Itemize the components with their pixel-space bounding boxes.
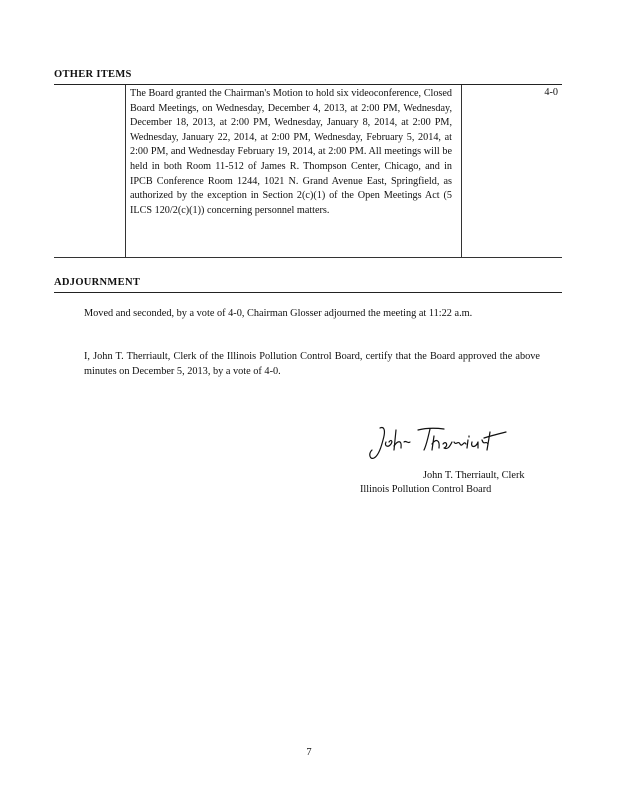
adjournment-paragraph: Moved and seconded, by a vote of 4-0, Chairman Glosser adjourned the meeting at 11:22 a.m. bbox=[84, 308, 473, 319]
section-heading-adjournment: ADJOURNMENT bbox=[54, 277, 141, 288]
section-rule bbox=[54, 84, 562, 85]
table-divider-left bbox=[125, 85, 126, 257]
section-heading-other-items: OTHER ITEMS bbox=[54, 69, 132, 80]
page-number: 7 bbox=[306, 747, 312, 758]
signature-name-line: John T. Therriault, Clerk bbox=[423, 470, 525, 481]
certification-paragraph: I, John T. Therriault, Clerk of the Illinois Pollution Control Board, certify that the Board approved the above minutes on December 5, 2013, by a vote of 4-0. bbox=[84, 351, 540, 377]
table-bottom-rule bbox=[54, 257, 562, 258]
clerk-signature bbox=[366, 420, 516, 468]
table-divider-right bbox=[461, 85, 462, 257]
vote-result: 4-0 bbox=[544, 87, 558, 98]
signature-org-line: Illinois Pollution Control Board bbox=[360, 484, 492, 495]
other-items-text: The Board granted the Chairman's Motion to hold six videoconference, Closed Board Meetings, on Wednesday, December 4, 2013, at 2:00 PM, Wednesday, December 18, 2013, at 2:00 PM, Wednesday, January 8, 2014, at 2:00 PM, Wednesday, January 22, 2014, at 2:00 PM, Wednesday, February 5, 2014, at 2:00 PM, and Wednesday February 19, 2014, at 2:00 PM. All meetings will be held in both Room 11-512 of James R. Thompson Center, Chicago, and in IPCB Conference Room 1244, 1021 N. Grand Avenue East, Springfield, as authorized by the exception in Section 2(c)(1) of the Open Meetings Act (5 ILCS 120/2(c)(1)) concerning personnel matters. bbox=[130, 88, 452, 216]
section-rule bbox=[54, 292, 562, 293]
